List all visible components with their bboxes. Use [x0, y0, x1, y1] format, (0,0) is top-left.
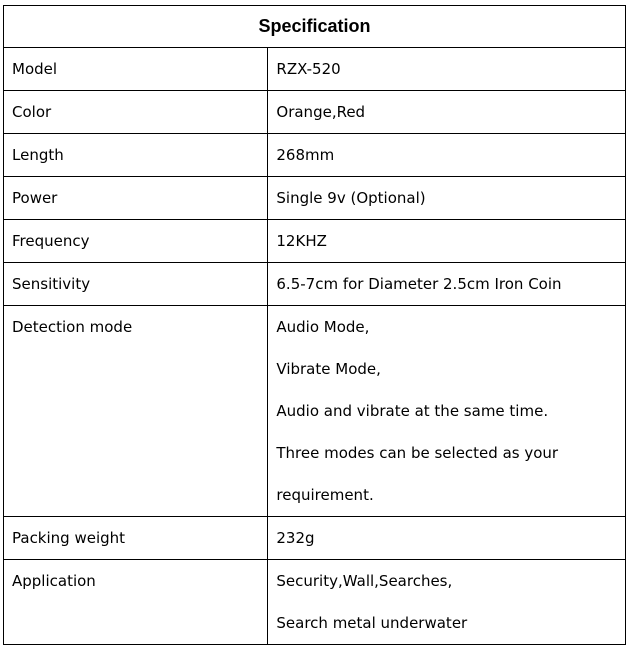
table-row: [4, 263, 626, 306]
spec-label: Application: [4, 560, 268, 645]
spec-label: Model: [4, 48, 268, 91]
table-row: [4, 177, 626, 220]
spec-value: [268, 177, 626, 220]
spec-value-line: 6.5-7cm for Diameter 2.5cm Iron Coin: [276, 275, 562, 293]
table-row: [4, 48, 626, 91]
table-title: Specification: [4, 6, 626, 48]
spec-value: [268, 48, 626, 91]
spec-value-line: 232g: [276, 529, 315, 547]
spec-value-line: Search metal underwater: [276, 614, 468, 632]
spec-label: Detection mode: [4, 306, 268, 517]
spec-label: Sensitivity: [4, 263, 268, 306]
spec-label: Color: [4, 91, 268, 134]
spec-value-line: Three modes can be selected as your: [276, 444, 559, 462]
table-row: [4, 517, 626, 560]
spec-value-line: 268mm: [276, 146, 335, 164]
spec-value-line: Security,Wall,Searches,: [276, 572, 453, 590]
spec-value-line: Orange,Red: [276, 103, 366, 121]
spec-value: [268, 91, 626, 134]
spec-value: [268, 220, 626, 263]
spec-value: [268, 517, 626, 560]
table-row: [4, 560, 626, 645]
table-body: [4, 48, 626, 645]
spec-label: Length: [4, 134, 268, 177]
spec-value-line: Audio and vibrate at the same time.: [276, 402, 549, 420]
spec-label: Packing weight: [4, 517, 268, 560]
spec-value-line: Audio Mode,: [276, 318, 370, 336]
table-row: [4, 220, 626, 263]
spec-value-line: requirement.: [276, 486, 374, 504]
spec-value: [268, 560, 626, 645]
spec-value-line: Single 9v (Optional): [276, 189, 426, 207]
table-row: [4, 91, 626, 134]
specification-table: [3, 5, 626, 645]
spec-value: [268, 134, 626, 177]
spec-label: Frequency: [4, 220, 268, 263]
table-row: [4, 134, 626, 177]
spec-value: [268, 306, 626, 517]
table-header-row: [4, 6, 626, 48]
spec-value-line: Vibrate Mode,: [276, 360, 381, 378]
table-row: [4, 306, 626, 517]
spec-value-line: 12KHZ: [276, 232, 327, 250]
spec-value: [268, 263, 626, 306]
spec-value-line: RZX-520: [276, 60, 341, 78]
spec-label: Power: [4, 177, 268, 220]
